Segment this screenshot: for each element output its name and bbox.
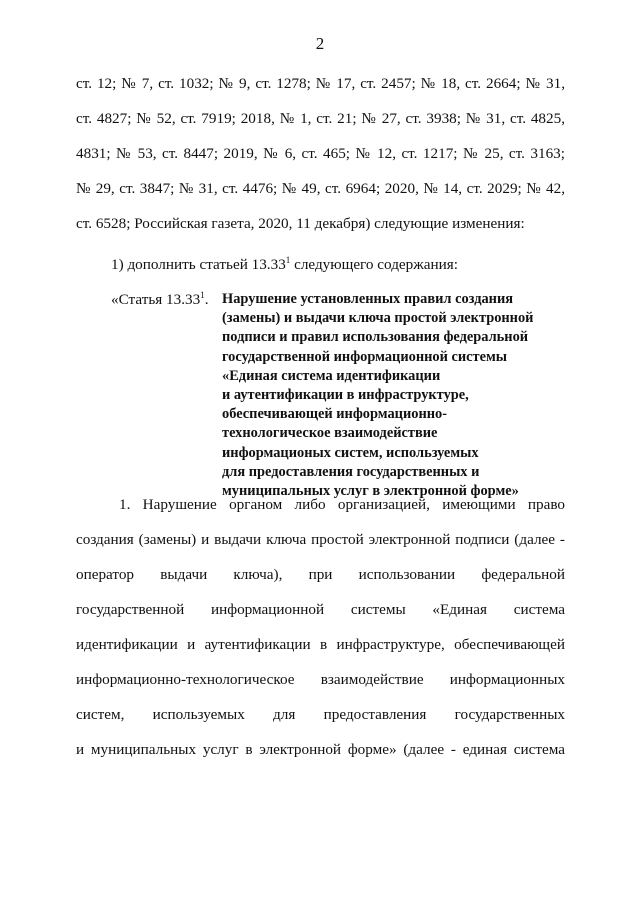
intro-line-3: 4831; № 53, ст. 8447; 2019, № 6, ст. 465; № 12, ст. 1217; № 25, ст. 3163;: [76, 145, 565, 162]
page-number: 2: [315, 34, 325, 53]
article-body-paragraph: [76, 487, 565, 767]
intro-line-1: ст. 12; № 7, ст. 1032; № 9, ст. 1278; № 17, ст. 2457; № 18, ст. 2664; № 31,: [76, 75, 565, 92]
article-title-line-11: муниципальных услуг в электронной форме»: [222, 483, 519, 500]
body-line-3: оператор выдачи ключа), при использовании федеральной: [76, 566, 565, 583]
intro-line-2: ст. 4827; № 52, ст. 7919; 2018, № 1, ст. 21; № 27, ст. 3938; № 31, ст. 4825,: [76, 110, 565, 127]
body-line-2: создания (замены) и выдачи ключа простой электронной подписи (далее -: [76, 531, 565, 548]
article-title-line-4: государственной информационной системы: [222, 348, 508, 365]
intro-line-4: № 29, ст. 3847; № 31, ст. 4476; № 49, ст. 6964; 2020, № 14, ст. 2029; № 42,: [76, 180, 565, 197]
list-item-1-tail: следующего содержания:: [290, 256, 458, 273]
body-line-8: и муниципальных услуг в электронной форме» (далее - единая система: [76, 741, 565, 758]
article-label-sup: 1: [200, 289, 205, 300]
article-title-line-2: (замены) и выдачи ключа простой электронной: [222, 310, 534, 327]
list-item-1-sup: 1: [285, 254, 291, 265]
article-title-line-7: обеспечивающей информационно-: [222, 406, 448, 423]
article-title-line-10: для предоставления государственных и: [222, 463, 480, 480]
article-title-line-8: технологическое взаимодействие: [222, 425, 438, 442]
body-line-5: идентификации и аутентификации в инфраструктуре, обеспечивающей: [76, 636, 565, 653]
body-line-6: информационно-технологическое взаимодействие информационных: [76, 671, 565, 688]
article-label-tail: .: [204, 291, 209, 308]
article-label-text: «Статья 13.33: [111, 291, 201, 308]
intro-line-5: ст. 6528; Российская газета, 2020, 11 декабря) следующие изменения:: [76, 215, 525, 232]
body-line-7: систем, используемых для предоставления государственных: [76, 706, 565, 723]
body-line-1: 1. Нарушение органом либо организацией, имеющими право: [119, 496, 565, 513]
body-line-4: государственной информационной системы «Единая система: [76, 601, 565, 618]
article-title-line-3: подписи и правил использования федеральной: [222, 329, 529, 346]
list-item-1-text: 1) дополнить статьей 13.33: [111, 256, 286, 273]
article-title: [222, 290, 582, 501]
article-label: [111, 290, 209, 309]
article-title-line-9: информационых систем, используемых: [222, 444, 479, 461]
article-title-line-1: Нарушение установленных правил создания: [222, 291, 514, 307]
article-title-line-5: «Единая система идентификации: [222, 367, 441, 384]
intro-paragraph: [76, 66, 565, 241]
article-title-line-6: и аутентификации в инфраструктуре,: [222, 387, 469, 404]
list-item-1: [111, 247, 458, 282]
